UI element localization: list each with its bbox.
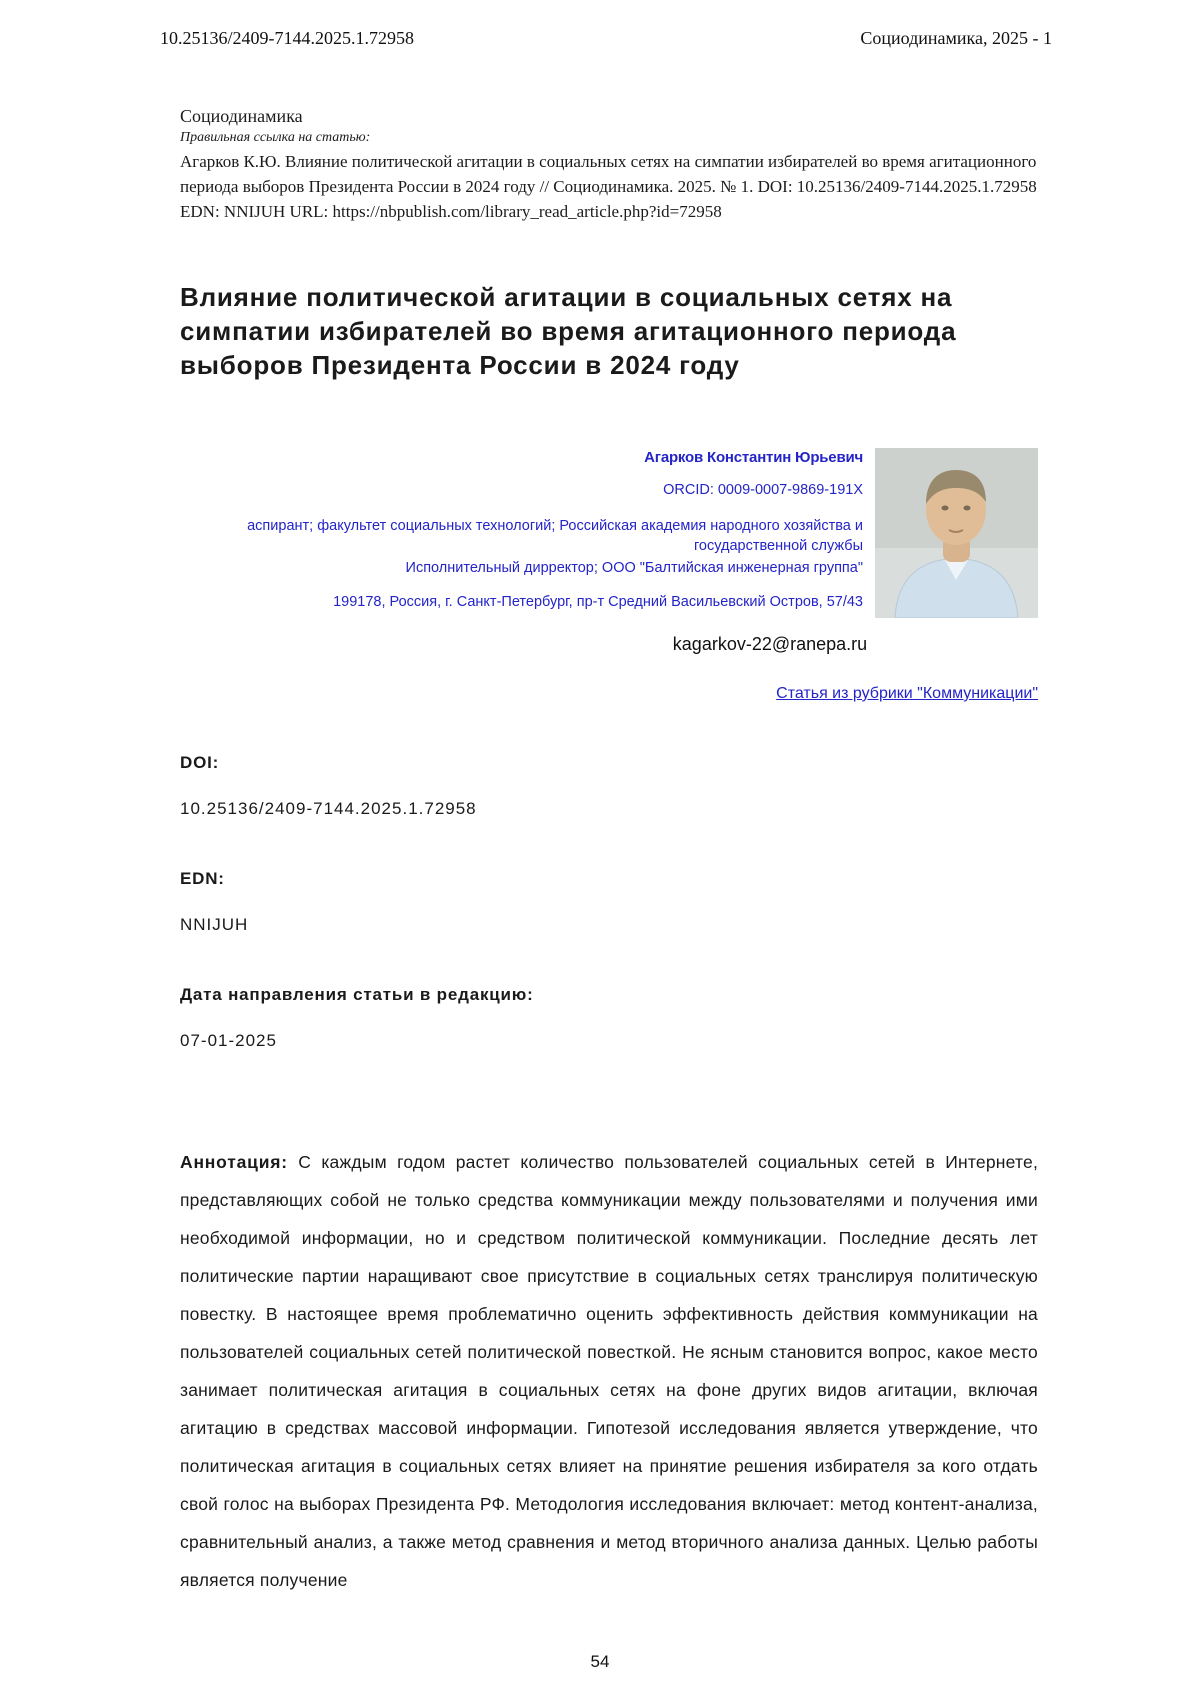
author-email: kagarkov-22@ranepa.ru [672, 634, 868, 654]
abstract-paragraph [180, 1143, 1038, 1599]
rubric-link[interactable]: Статья из рубрики "Коммуникации" [776, 685, 1038, 702]
rubric-row [180, 685, 1038, 703]
header-journal-issue: Социодинамика, 2025 - 1 [860, 28, 1052, 48]
author-info [180, 448, 875, 612]
author-address: 199178, Россия, г. Санкт-Петербург, пр-т Средний Васильевский Остров, 57/43 [333, 594, 863, 610]
author-role: Исполнительный дирректор; ООО "Балтийская инженерная группа" [405, 560, 863, 576]
citation-label: Правильная ссылка на статью: [180, 130, 371, 145]
abstract-label: Аннотация: [180, 1152, 288, 1172]
author-photo [875, 448, 1038, 618]
abstract-text: С каждым годом растет количество пользователей социальных сетей в Интернете, представляющих собой не только средства коммуникации между пользователями и получения ими необходимой информации, но и средством политической коммуникации. Последние десять лет политические партии наращивают свое присутствие в социальных сетях транслируя политическую повестку. В настоящее время проблематично оценить эффективность действия коммуникации на пользователей социальных сетей политической повесткой. Не ясным становится вопрос, какое место занимает политическая агитация в социальных сетях на фоне других видов агитации, включая агитацию в средствах массовой информации. Гипотезой исследования является утверждение, что политическая агитация в социальных сетях влияет на принятие решения избирателя за кого отдать свой голос на выборах Президента РФ. Методология исследования включает: метод контент-анализа, сравнительный анализ, а также метод сравнения и метод вторичного анализа данных. Целью работы является получение [180, 1152, 1039, 1590]
doi-value: 10.25136/2409-7144.2025.1.72958 [180, 799, 477, 818]
citation-text: Агарков К.Ю. Влияние политической агитации в социальных сетях на симпатии избирателей во время агитационного периода выборов Президента России в 2024 году // Социодинамика. 2025. № 1. DOI: 10.25136/2409-7144.2025.1.72958 EDN: NNIJUH URL: https://nbpublish.com/library_read_article.php?id=72958 [180, 152, 1037, 221]
header-doi: 10.25136/2409-7144.2025.1.72958 [160, 28, 414, 48]
page-number: 54 [590, 1652, 610, 1671]
author-affiliation: аспирант; факультет социальных технологий; Российская академия народного хозяйства и государственной службы [247, 518, 863, 554]
edn-value: NNIJUH [180, 915, 249, 934]
edn-label: EDN: [180, 869, 225, 888]
author-section [180, 448, 1038, 618]
submission-date-value: 07-01-2025 [180, 1031, 277, 1050]
author-orcid: ORCID: 0009-0007-9869-191X [663, 482, 863, 498]
running-header [160, 28, 1052, 49]
doi-label: DOI: [180, 753, 220, 772]
journal-name: Социодинамика [180, 106, 303, 126]
submission-date-label: Дата направления статьи в редакцию: [180, 985, 534, 1004]
author-name: Агарков Константин Юрьевич [644, 449, 863, 466]
article-title: Влияние политической агитации в социальных сетях на симпатии избирателей во время агитационного периода выборов Президента России в 2024 году [180, 282, 957, 380]
author-portrait-icon [875, 448, 1038, 618]
